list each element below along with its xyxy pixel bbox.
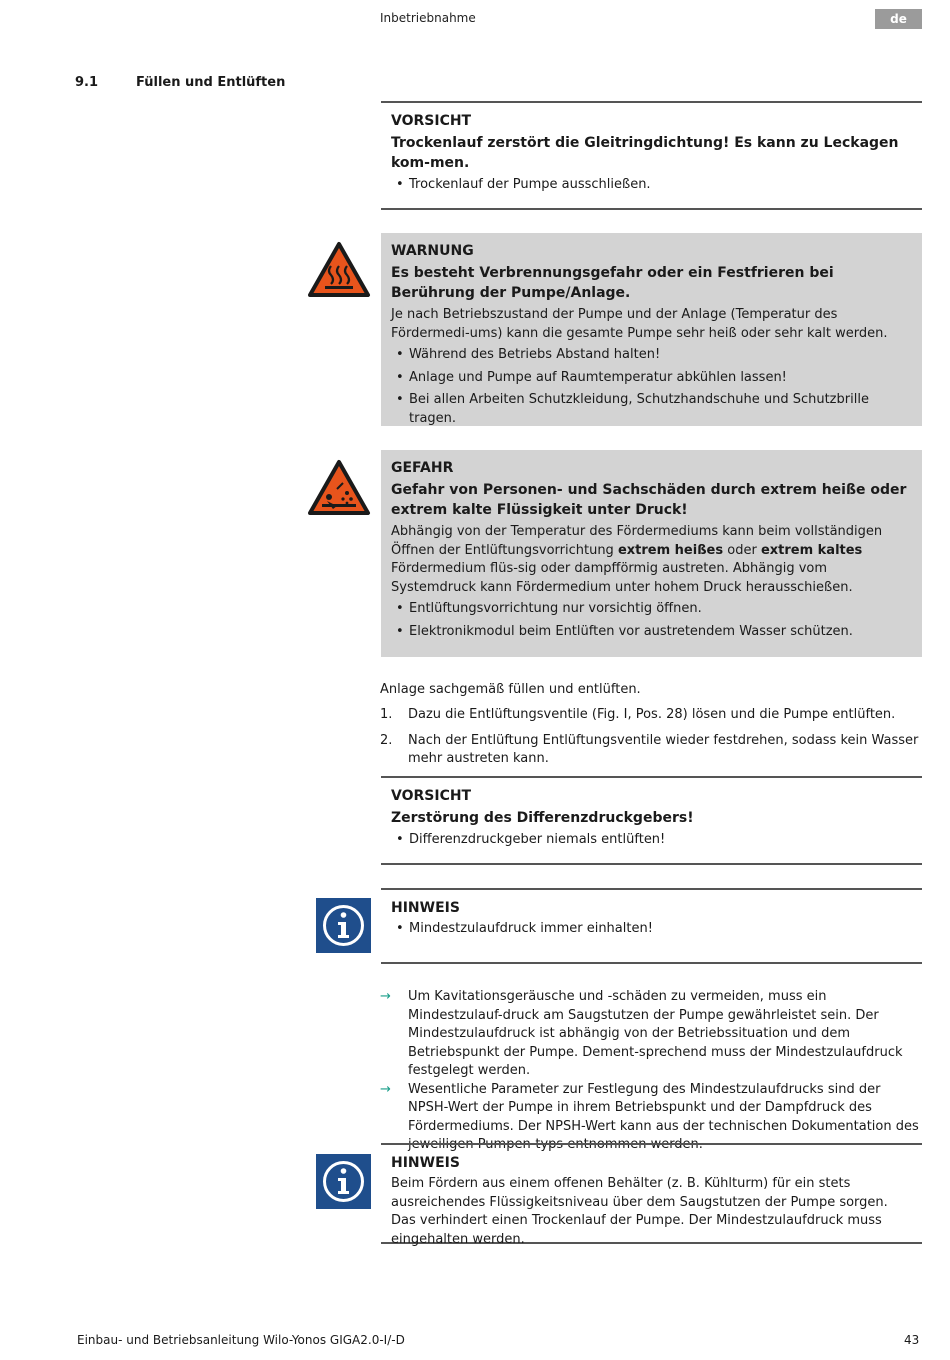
bullet-item: • Differenzdruckgeber niemals entlüften! xyxy=(391,831,912,850)
info-icon xyxy=(316,1154,371,1213)
arrow-item-text: Wesentliche Parameter zur Festlegung des Mindestzulaufdrucks sind der NPSH-Wert der Pumpe in ihrem Betriebspunkt und der Dampfdruck des Fördermediums. Der NPSH-Wert kann aus der technischen Dokumentation des jeweiligen Pumpen-typs entnommen werden. xyxy=(408,1081,919,1152)
chapter-header: Inbetriebnahme xyxy=(380,11,476,25)
signal-word: HINWEIS xyxy=(391,900,460,916)
arrow-list xyxy=(380,988,922,1155)
caution-headline: Trockenlauf zerstört die Gleitringdichtung! Es kann zu Leckagen kom-men. xyxy=(391,135,899,171)
step-number: 2. xyxy=(380,732,393,748)
arrow-right-icon: → xyxy=(380,989,391,1004)
step-number: 1. xyxy=(380,707,393,722)
hot-liquid-pressure-warning-icon xyxy=(307,459,371,521)
bullet-item: • Mindestzulaufdruck immer einhalten! xyxy=(391,920,912,939)
danger-text-part: Fördermedium flüs-sig oder dampfförmig austreten. Abhängig vom Systemdruck kann Fördermedium unter hohem Druck herausschießen. xyxy=(391,561,853,595)
warning-text: Je nach Betriebszustand der Pumpe und der Anlage (Temperatur des Fördermedi-ums) kann die gesamte Pumpe sehr heiß oder sehr kalt werden. xyxy=(391,307,888,341)
warning-bullets xyxy=(391,346,912,428)
signal-word: VORSICHT xyxy=(391,113,472,129)
step-list xyxy=(380,706,922,776)
warning-box-burn-hazard xyxy=(381,233,922,426)
danger-bullets xyxy=(391,600,912,641)
signal-word: HINWEIS xyxy=(391,1155,460,1171)
page-number: 43 xyxy=(904,1333,920,1347)
signal-word: GEFAHR xyxy=(391,460,454,476)
danger-text xyxy=(391,523,912,597)
language-badge: de xyxy=(875,9,922,29)
step-item xyxy=(380,732,922,769)
danger-text-part: oder xyxy=(723,542,761,558)
bullet-item: • Entlüftungsvorrichtung nur vorsichtig öffnen. xyxy=(391,600,912,619)
caution-headline: Zerstörung des Differenzdruckgebers! xyxy=(391,810,694,826)
warning-headline: Es besteht Verbrennungsgefahr oder ein Festfrieren bei Berührung der Pumpe/Anlage. xyxy=(391,265,834,301)
section-title: Füllen und Entlüften xyxy=(136,75,286,90)
danger-headline: Gefahr von Personen- und Sachschäden durch extrem heiße oder extrem kalte Flüssigkeit unter Druck! xyxy=(391,482,907,518)
arrow-item-text: Um Kavitationsgeräusche und -schäden zu vermeiden, muss ein Mindestzulauf-druck am Saugstutzen der Pumpe gewährleistet sein. Der Mindestzulaufdruck ist abhängig von der Betriebssituation und dem Betriebspunkt der Pumpe. Dement-sprechend muss der Mindestzulaufdruck festgelegt werden. xyxy=(408,989,903,1078)
caution-bullets xyxy=(391,176,912,195)
step-item xyxy=(380,706,922,725)
step-text: Dazu die Entlüftungsventile (Fig. I, Pos. 28) lösen und die Pumpe entlüften. xyxy=(408,707,896,722)
section-number: 9.1 xyxy=(75,75,99,90)
info-icon xyxy=(316,898,371,957)
danger-text-part: Abhängig von der Temperatur des Fördermediums kann beim vollständigen Öffnen der Entlüftungsvorrichtung xyxy=(391,524,883,558)
bullet-item: • Anlage und Pumpe auf Raumtemperatur abkühlen lassen! xyxy=(391,369,912,388)
intro-text: Anlage sachgemäß füllen und entlüften. xyxy=(380,682,641,697)
hot-surface-warning-icon xyxy=(307,241,371,303)
notice-box-open-tank xyxy=(381,1143,922,1247)
danger-box-hot-liquid xyxy=(381,450,922,657)
notice-bullets xyxy=(391,920,912,939)
bullet-item: • Elektronikmodul beim Entlüften vor austretendem Wasser schützen. xyxy=(391,623,912,642)
bullet-item: • Bei allen Arbeiten Schutzkleidung, Schutzhandschuhe und Schutzbrille tragen. xyxy=(391,391,912,428)
step-text: Nach der Entlüftung Entlüftungsventile wieder festdrehen, sodass kein Wasser mehr austreten kann. xyxy=(408,732,919,766)
notice-box-min-pressure xyxy=(381,888,922,964)
caution-box-dry-run xyxy=(381,101,922,210)
footer-title: Einbau- und Betriebsanleitung Wilo-Yonos GIGA2.0-I/-D xyxy=(77,1333,405,1347)
notice-text: Beim Fördern aus einem offenen Behälter (z. B. Kühlturm) für ein stets ausreichendes Flüssigkeitsniveau über dem Saugstutzen der Pumpe sorgen. Das verhindert einen Trockenlauf der Pumpe. Der Mindestzulaufdruck muss eingehalten werden. xyxy=(391,1176,888,1247)
danger-text-bold: extrem heißes xyxy=(617,542,724,558)
arrow-item xyxy=(380,988,922,1081)
signal-word: VORSICHT xyxy=(391,788,472,804)
danger-text-bold: extrem kaltes xyxy=(760,542,863,558)
bullet-item: • Während des Betriebs Abstand halten! xyxy=(391,346,912,365)
signal-word: WARNUNG xyxy=(391,243,474,259)
caution-box-pressure-sensor xyxy=(381,776,922,865)
arrow-right-icon: → xyxy=(380,1081,391,1097)
caution-bullets xyxy=(391,831,912,850)
bullet-item: • Trockenlauf der Pumpe ausschließen. xyxy=(391,176,912,195)
